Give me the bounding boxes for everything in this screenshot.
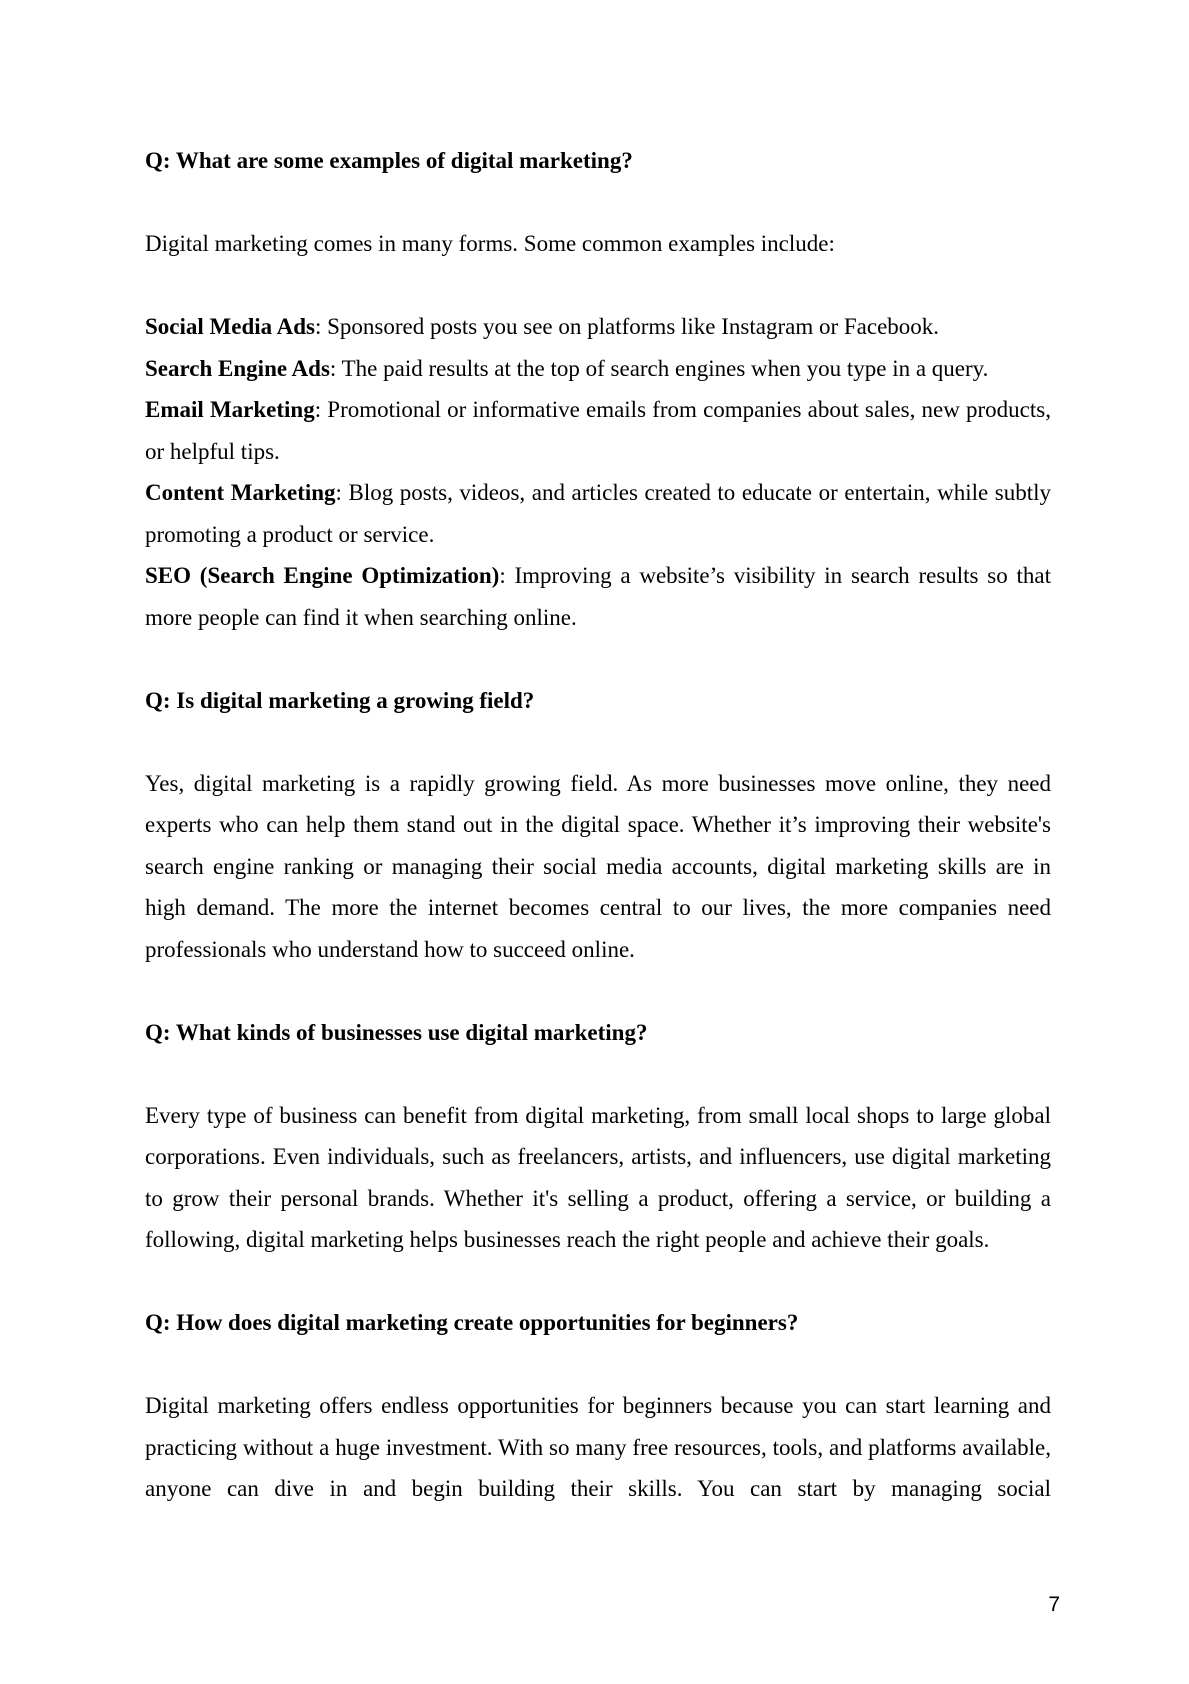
list-item	[145, 306, 1051, 348]
page-number: 7	[1048, 1593, 1060, 1616]
list-item-term: Social Media Ads	[145, 314, 315, 339]
question-heading: Q: What are some examples of digital marketing?	[145, 148, 633, 173]
list-item-text: : The paid results at the top of search engines when you type in a query.	[329, 355, 989, 381]
list-item	[145, 348, 1051, 390]
question-heading: Q: How does digital marketing create opportunities for beginners?	[145, 1310, 799, 1335]
list-item-text: : Blog posts, videos, and articles created to educate or entertain, while subtly promoting a product or service.	[145, 480, 1051, 547]
paragraph: Yes, digital marketing is a rapidly growing field. As more businesses move online, they need experts who can help them stand out in the digital space. Whether it’s improving their website's search engine ranking or managing their social media accounts, digital marketing skills are in high demand. The more the internet becomes central to our lives, the more companies need professionals who understand how to succeed online.	[145, 770, 1051, 962]
paragraph: Digital marketing offers endless opportunities for beginners because you can start learning and practicing without a huge investment. With so many free resources, tools, and platforms available, anyone can dive in and begin building their skills. You can start by managing social	[145, 1393, 1051, 1501]
page-content	[145, 140, 1051, 1510]
list-item	[145, 472, 1051, 555]
question-heading: Q: What kinds of businesses use digital marketing?	[145, 1019, 648, 1045]
list-item-term: Search Engine Ads	[145, 355, 330, 381]
list-item-term: SEO (Search Engine Optimization)	[145, 563, 500, 588]
list-item-text: : Improving a website’s visibility in search results so that more people can find it when searching online.	[145, 563, 1051, 630]
list-item-term: Content Marketing	[145, 480, 336, 505]
list-item	[145, 389, 1051, 472]
list-item	[145, 555, 1051, 638]
question-heading: Q: Is digital marketing a growing field?	[145, 687, 535, 713]
list-item-text: : Promotional or informative emails from companies about sales, new products, or helpful tips.	[145, 397, 1051, 464]
paragraph: Digital marketing comes in many forms. Some common examples include:	[145, 231, 835, 256]
list-item-term: Email Marketing	[145, 397, 315, 422]
paragraph: Every type of business can benefit from digital marketing, from small local shops to large global corporations. Even individuals, such as freelancers, artists, and influencers, use digital marketing to grow their personal brands. Whether it's selling a product, offering a service, or building a following, digital marketing helps businesses reach the right people and achieve their goals.	[145, 1102, 1051, 1252]
list-item-text: : Sponsored posts you see on platforms like Instagram or Facebook.	[314, 314, 940, 339]
